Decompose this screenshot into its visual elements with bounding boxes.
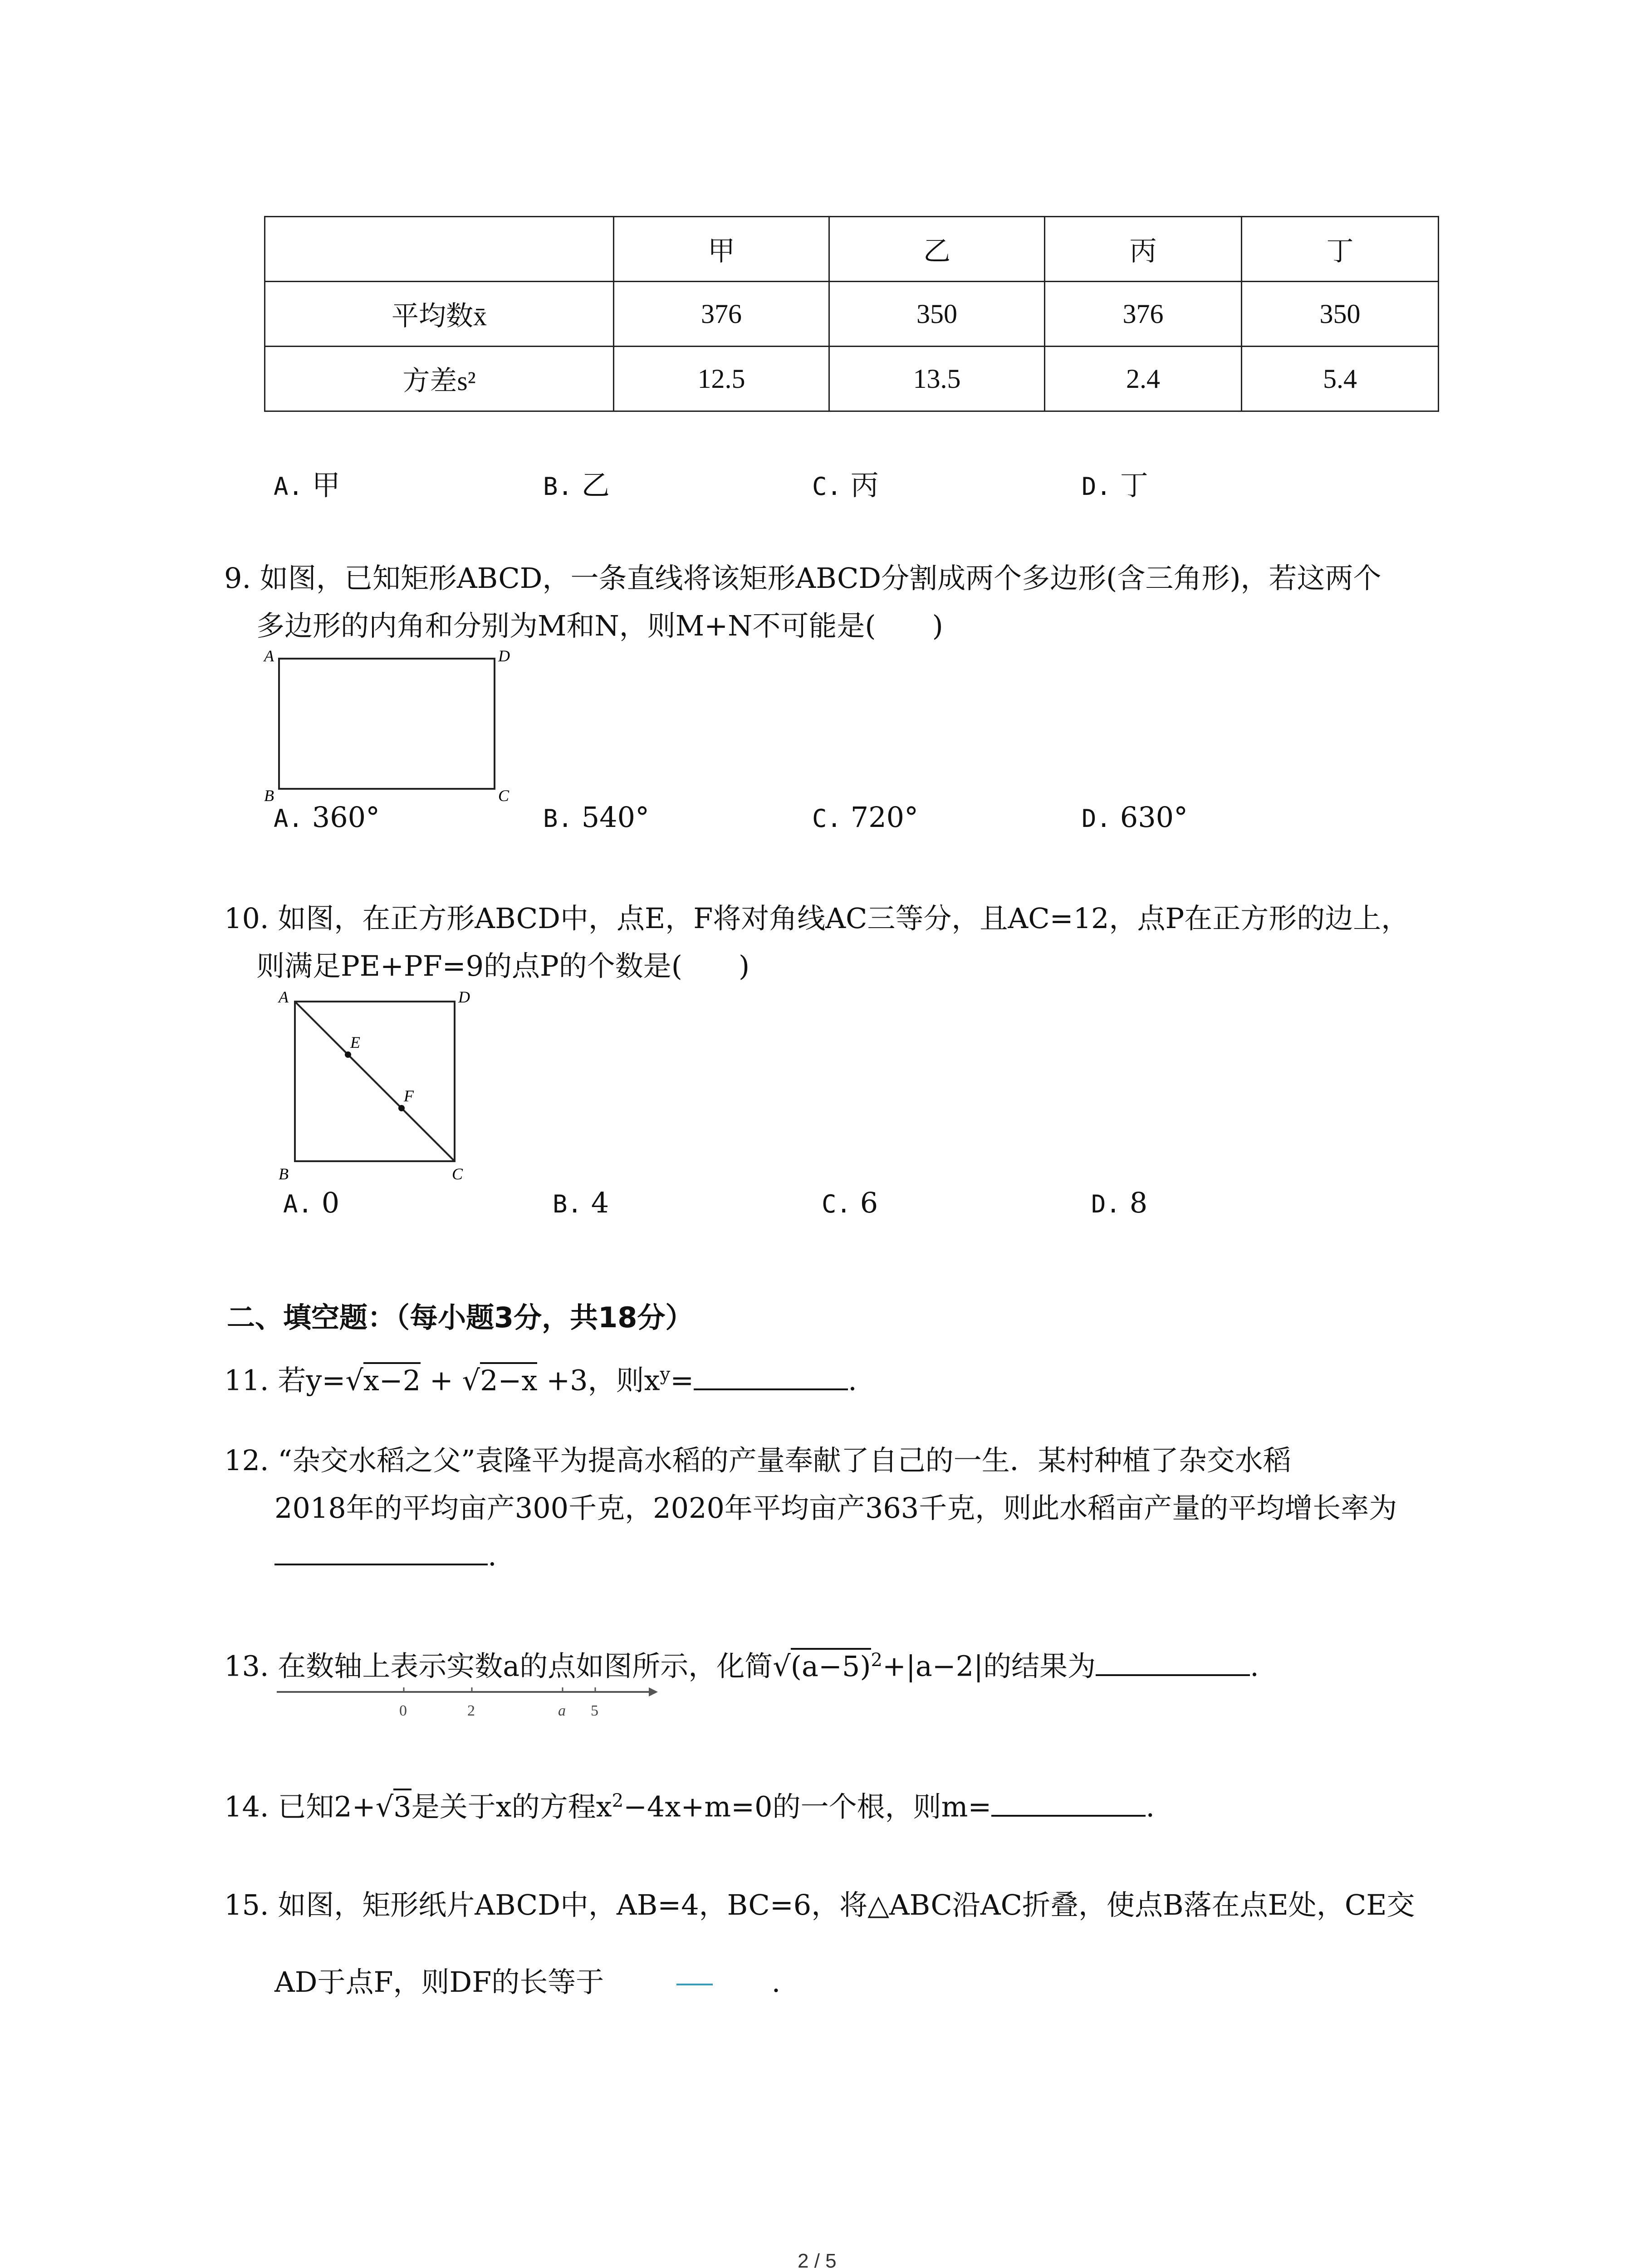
option-text: 4 <box>591 1186 609 1219</box>
table-cell: 376 <box>1045 282 1242 347</box>
table-row <box>265 282 1439 347</box>
table-cell: 376 <box>614 282 829 347</box>
table-cell: 2.4 <box>1045 347 1242 411</box>
row-label: 平均数x̄ <box>265 282 614 347</box>
point-label-b: B <box>279 1165 289 1183</box>
option-letter: B. <box>543 804 573 833</box>
exponent: 2 <box>871 1650 882 1671</box>
q8-option-d[interactable] <box>1082 463 1148 503</box>
q14-suffix: −4x+m=0的一个根，则m= <box>623 1790 992 1823</box>
diagonal-ac <box>295 1002 455 1161</box>
radical-icon: √ <box>462 1364 480 1397</box>
q9-option-d[interactable] <box>1082 801 1188 834</box>
table-header-cell: 乙 <box>829 217 1045 282</box>
q13-suffix: +|a−2|的结果为 <box>882 1649 1096 1683</box>
row-label: 方差s² <box>265 347 614 411</box>
table-header-cell: 丁 <box>1242 217 1439 282</box>
q10-option-d[interactable] <box>1091 1186 1147 1219</box>
number-line-figure <box>272 1678 658 1728</box>
table-header-cell <box>265 217 614 282</box>
point-label-b: B <box>264 787 274 805</box>
q9-rectangle-figure <box>259 644 522 807</box>
q11-prefix: 若y= <box>278 1364 346 1397</box>
q15-line2 <box>274 1960 780 2005</box>
option-letter: A. <box>283 1190 313 1218</box>
exponent: y <box>660 1364 671 1385</box>
section-heading: 二、填空题：（每小题3分，共18分） <box>227 1301 694 1334</box>
q15-line1: 15. 如图，矩形纸片ABCD中，AB=4，BC=6，将△ABC沿AC折叠，使点B落在点E处，CE交 <box>224 1888 1415 1921</box>
q9-line1: 9. 如图，已知矩形ABCD，一条直线将该矩形ABCD分割成两个多边形(含三角形)，若这两个 <box>224 562 1381 595</box>
option-text: 乙 <box>581 469 610 502</box>
axis-label-five: 5 <box>591 1702 598 1719</box>
option-text: 540° <box>581 801 650 834</box>
table-header-cell: 丙 <box>1045 217 1242 282</box>
option-text: 丁 <box>1120 469 1148 502</box>
point-label-d: D <box>458 988 470 1006</box>
radicand: 3 <box>393 1789 411 1823</box>
axis-label-a: a <box>558 1702 566 1719</box>
option-text: 丙 <box>850 469 879 502</box>
option-letter: C. <box>822 1190 852 1218</box>
q11-suffix: +3，则x <box>546 1364 660 1397</box>
q8-option-c[interactable] <box>812 463 879 503</box>
radical-icon: √ <box>375 1790 394 1823</box>
q10-square-figure <box>272 984 481 1193</box>
table-cell: 5.4 <box>1242 347 1439 411</box>
answer-blank[interactable] <box>694 1388 848 1390</box>
period: . <box>771 1965 781 1999</box>
point-label-a: A <box>264 647 274 665</box>
q10-option-c[interactable] <box>822 1186 878 1219</box>
answer-blank[interactable] <box>274 1563 488 1565</box>
option-text: 0 <box>321 1186 340 1219</box>
page-number: 2 / 5 <box>798 2250 837 2268</box>
point-label-f: F <box>404 1087 414 1105</box>
option-letter: D. <box>1082 804 1112 833</box>
option-letter: B. <box>543 472 573 501</box>
q9-option-b[interactable] <box>543 801 649 834</box>
q10-line2: 则满足PE+PF=9的点P的个数是( ) <box>256 949 750 982</box>
option-letter: D. <box>1082 472 1112 501</box>
option-letter: D. <box>1091 1190 1121 1218</box>
fraction-bar-answer <box>676 1983 713 1985</box>
radical-icon: √ <box>345 1364 363 1397</box>
radicand: x−2 <box>363 1362 421 1397</box>
point-label-c: C <box>452 1165 463 1183</box>
option-text: 720° <box>850 801 919 834</box>
exponent: 2 <box>612 1790 624 1811</box>
question-number: 11. <box>224 1364 269 1397</box>
q8-option-a[interactable] <box>274 463 340 503</box>
period: . <box>1146 1790 1155 1823</box>
option-text: 甲 <box>312 469 340 502</box>
q10-option-a[interactable] <box>283 1186 339 1219</box>
q9-option-a[interactable] <box>274 801 380 834</box>
radicand: (a−5) <box>791 1648 871 1683</box>
option-text: 6 <box>860 1186 878 1219</box>
option-letter: B. <box>553 1190 583 1218</box>
axis-label-two: 2 <box>467 1702 475 1719</box>
option-text: 630° <box>1120 801 1188 834</box>
q12-line2: 2018年的平均亩产300千克，2020年平均亩产363千克，则此水稻亩产量的平均增长率为 <box>274 1491 1397 1525</box>
rectangle-abcd <box>279 659 495 789</box>
option-letter: A. <box>274 472 304 501</box>
stats-table <box>264 216 1439 412</box>
q14-line <box>224 1778 1155 1830</box>
equals-sign: = <box>670 1364 694 1397</box>
answer-blank[interactable] <box>1096 1674 1250 1676</box>
q12-line3 <box>274 1533 497 1579</box>
table-cell: 350 <box>829 282 1045 347</box>
option-letter: A. <box>274 804 304 833</box>
q11-line <box>224 1352 857 1403</box>
q15-text: AD于点F，则DF的长等于 <box>274 1965 604 1999</box>
table-row <box>265 347 1439 411</box>
q9-line2: 多边形的内角和分别为M和N，则M+N不可能是( ) <box>256 609 943 642</box>
point-label-d: D <box>498 647 510 665</box>
q14-prefix: 14. 已知2+ <box>224 1790 376 1823</box>
axis-arrow-icon <box>649 1687 658 1696</box>
point-f <box>398 1105 405 1111</box>
point-label-e: E <box>350 1033 360 1051</box>
option-letter: C. <box>812 472 842 501</box>
q12-line1: 12. “杂交水稻之父”袁隆平为提高水稻的产量奉献了自己的一生．某村种植了杂交水稻 <box>224 1444 1291 1477</box>
period: . <box>848 1364 857 1397</box>
plus-sign: + <box>429 1364 453 1397</box>
option-letter: C. <box>812 804 842 833</box>
option-text: 8 <box>1129 1186 1148 1219</box>
table-header-row <box>265 217 1439 282</box>
radical-icon: √ <box>773 1649 791 1683</box>
point-label-a: A <box>279 988 289 1006</box>
point-e <box>345 1051 351 1058</box>
q8-option-b[interactable] <box>543 463 610 503</box>
q10-line1: 10. 如图，在正方形ABCD中，点E，F将对角线AC三等分，且AC=12，点P在正方形的边上， <box>224 902 1410 935</box>
option-text: 360° <box>312 801 380 834</box>
period: . <box>1250 1649 1259 1683</box>
point-label-c: C <box>498 787 509 805</box>
q14-middle: 是关于x的方程x <box>411 1790 612 1823</box>
table-header-cell: 甲 <box>614 217 829 282</box>
answer-blank[interactable] <box>991 1814 1146 1817</box>
axis-label-zero: 0 <box>399 1702 407 1719</box>
table-cell: 13.5 <box>829 347 1045 411</box>
period: . <box>488 1539 497 1572</box>
q9-option-c[interactable] <box>812 801 918 834</box>
q10-option-b[interactable] <box>553 1186 609 1219</box>
table-cell: 12.5 <box>614 347 829 411</box>
q13-prefix: 13. 在数轴上表示实数a的点如图所示，化简 <box>224 1649 773 1683</box>
radicand: 2−x <box>480 1362 537 1397</box>
table-cell: 350 <box>1242 282 1439 347</box>
